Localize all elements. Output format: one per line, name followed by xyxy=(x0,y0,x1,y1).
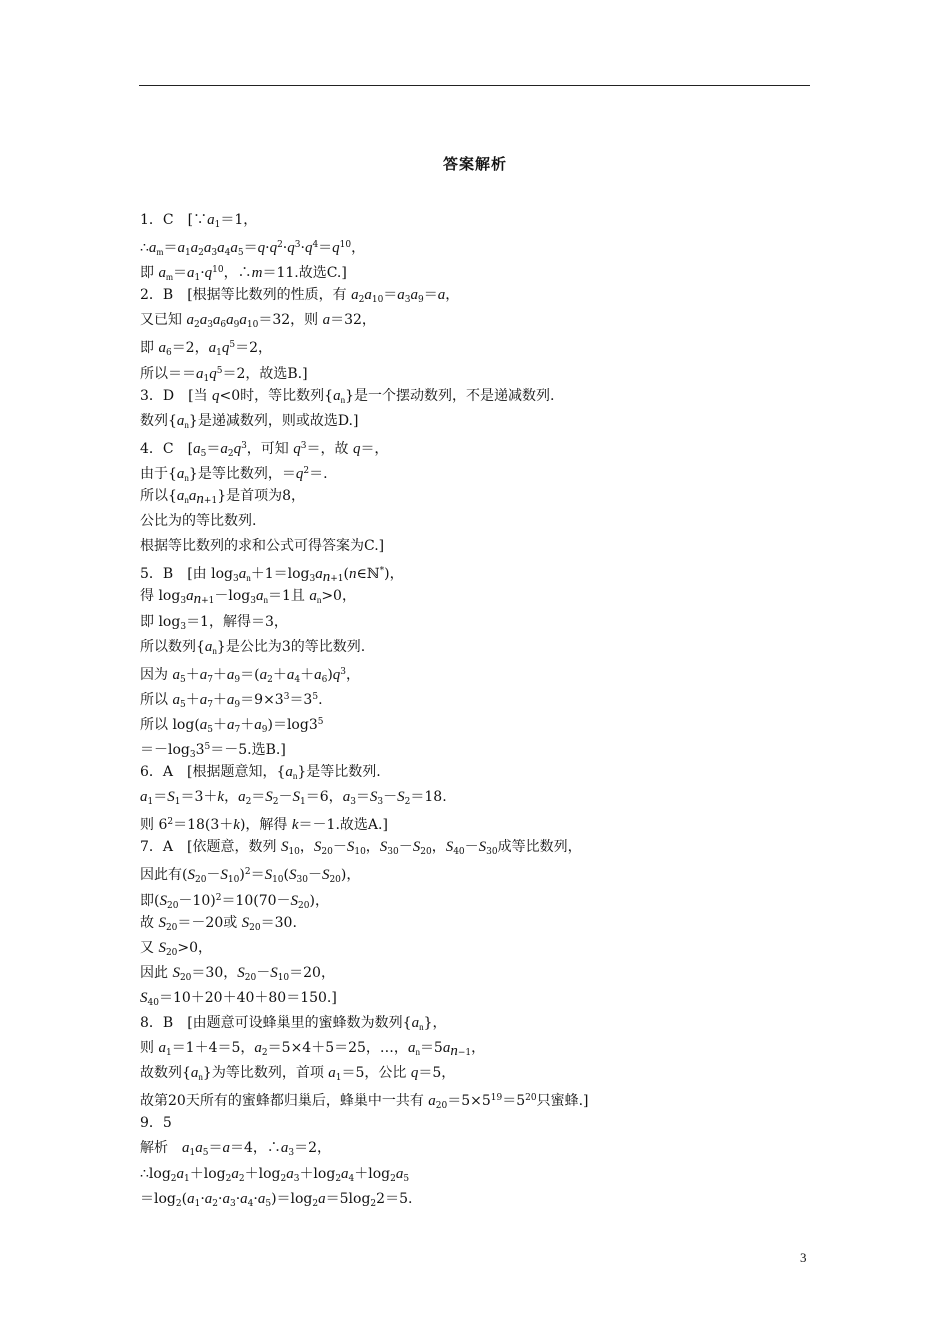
solution-line: 故第20天所有的蜜蜂都归巢后，蜂巢中一共有 $a_{20}=5\times 5^{19}=5^{20}$只蜜蜂.] xyxy=(140,1093,589,1112)
solution-line: 即$(S_{20}-10)^2=10(70-S_{20})$， xyxy=(140,892,329,911)
solution-line: 即 $\log_3=1$，解得＝3， xyxy=(140,613,288,632)
section-title: 答案解析 xyxy=(442,155,507,173)
solution-line: 得 $\log_3a_{n+1}-\log_3a_n=1$且 $a_n>0$， xyxy=(140,588,356,608)
solution-line: 故 $S_{20}=-20$或 $S_{20}=30$. xyxy=(140,914,297,933)
solution-line: 所以 $a_5+a_7+a_9=9\times 3^3=3^5$. xyxy=(140,691,323,710)
solution-line: 8．B [由题意可设蜂巢里的蜜蜂数为数列$\{a_n\}$， xyxy=(140,1015,447,1032)
solution-line: 即 $a_m=a_1\cdot q^{10}$，∴m＝11.故选C.] xyxy=(140,265,347,284)
solution-line: 因此有$(S_{20}-S_{10})^2=S_{10}(S_{30}-S_{20})$， xyxy=(140,867,361,886)
solution-line: 根据等比数列的求和公式可得答案为C.] xyxy=(140,538,385,555)
solution-line: 故数列$\{a_n\}$为等比数列，首项 $a_1=5$，公比 q＝5， xyxy=(140,1065,456,1084)
solution-line: 由于$\{a_n\}$是等比数列，$=q^2=$. xyxy=(140,465,328,483)
solution-line: 7．A [依题意，数列 $S_{10}$，$S_{20}-S_{10}$，$S_{30}-S_{20}$，$S_{40}-S_{30}$成等比数列， xyxy=(140,839,582,858)
solution-line: $=\log_2(a_1\cdot a_2\cdot a_3\cdot a_4\cdot a_5)=\log_2a=5\log_22=5$. xyxy=(140,1190,413,1209)
solution-line: 所以$\{a_na_{n+1}\}$是首项为8， xyxy=(140,488,306,508)
solution-line: 所以$==a_1q^5=2$，故选B.] xyxy=(140,365,308,384)
solution-line: $a_1=S_1=3+k$，$a_2=S_2-S_1=6$，$a_3=S_3-S_2=18$. xyxy=(140,789,447,808)
solution-line: 因此 $S_{20}=30$，$S_{20}-S_{10}=20$， xyxy=(140,964,335,983)
header-rule xyxy=(139,85,810,86)
solution-line: 9．5 xyxy=(140,1115,172,1132)
solution-line: 则 $6^2=18(3+k)$，解得 k＝－1.故选A.] xyxy=(140,817,388,834)
solution-line: 又 $S_{20}>0$， xyxy=(140,939,213,958)
solution-line: 6．A [根据题意知，$\{a_n\}$是等比数列. xyxy=(140,764,381,782)
solution-line: 所以数列$\{a_n\}$是公比为3的等比数列. xyxy=(140,638,366,656)
page-number: 3 xyxy=(800,1250,807,1265)
solution-line: 即 $a_6=2$，$a_1q^5=2$， xyxy=(140,340,272,359)
solution-line: 4．C [$a_5=a_2q^3$，可知 $q^3=$，故 q＝， xyxy=(140,440,389,459)
solution-line: 5．B [由 $\log_3a_n+1=\log_3a_{n+1}(n\in ℕ^*)$， xyxy=(140,566,404,586)
solution-line: $\therefore\log_2a_1+\log_2a_2+\log_2a_3+\log_2a_4+\log_2a_5$ xyxy=(140,1165,410,1184)
solution-line: 公比为的等比数列. xyxy=(140,513,257,530)
solution-line: 3．D [当 q<0时，等比数列$\{a_n\}$是一个摆动数列，不是递减数列. xyxy=(140,387,555,405)
solution-line: 因为 $a_5+a_7+a_9=(a_2+a_4+a_6)q^3$， xyxy=(140,666,361,685)
solution-line: 又已知 $a_2a_3a_6a_9a_{10}=32$，则 a＝32， xyxy=(140,312,376,331)
answer-body xyxy=(140,208,820,1212)
solution-line: $S_{40}=10+20+40+80=150$.] xyxy=(140,989,337,1008)
solution-line: 则 $a_1=1+4=5$，$a_2=5\times 4+5=25$，…，$a_n=5a_{n-1}$， xyxy=(140,1040,486,1060)
solution-line: $=-\log_33^5=-5$.选B.] xyxy=(140,741,286,760)
solution-line: 数列$\{a_n\}$是递减数列，则或故选D.] xyxy=(140,412,359,430)
solution-line: 1．C [$\because a_1=1$， xyxy=(140,212,258,230)
solution-line: 解析 $a_1a_5=a=4$，$\therefore a_3=2$， xyxy=(140,1140,332,1159)
solution-line: 所以 $\log(a_5+a_7+a_9)=\log 3^5$ xyxy=(140,716,324,735)
solution-line: $\therefore a_m=a_1a_2a_3a_4a_5=q\cdot q^2\cdot q^3\cdot q^4=q^{10}$， xyxy=(140,240,366,259)
solution-line: 2．B [根据等比数列的性质，有 $a_2a_{10}=a_3a_9=a$， xyxy=(140,287,460,306)
